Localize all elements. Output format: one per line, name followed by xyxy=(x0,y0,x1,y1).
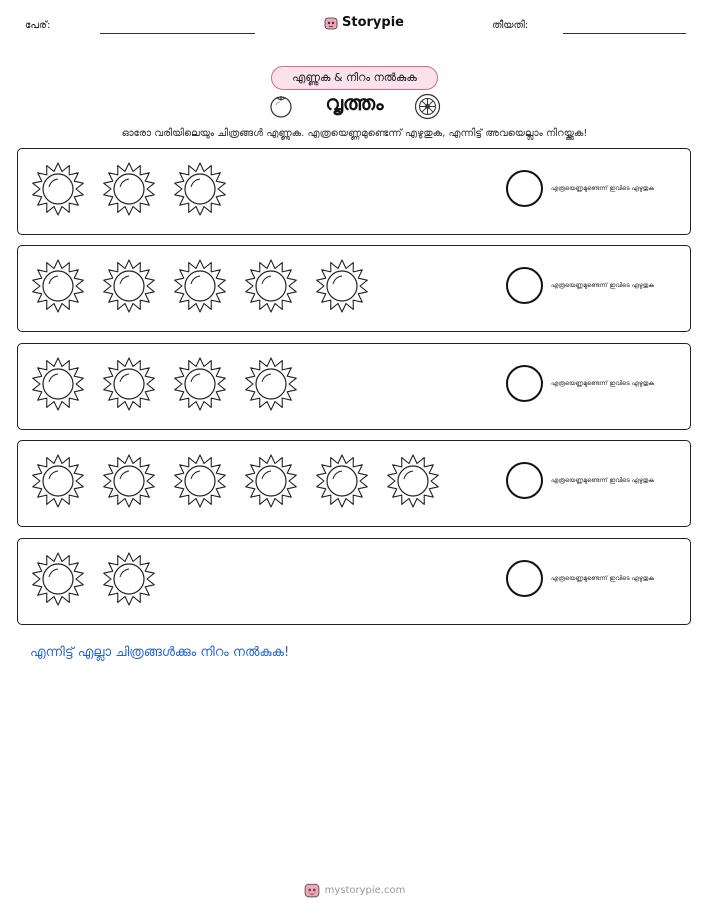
write-here-label: എത്രയെണ്ണമുണ്ടെന്ന് ഇവിടെ എഴുതുക xyxy=(551,380,654,387)
count-row xyxy=(17,343,691,430)
sun-icon[interactable] xyxy=(244,454,298,508)
date-label: തീയതി: xyxy=(492,20,529,31)
answer-circle[interactable] xyxy=(506,267,543,304)
sun-icon[interactable] xyxy=(173,357,227,411)
brand-name: Storypie xyxy=(342,15,404,30)
page-title: വൃത്തം xyxy=(325,91,384,115)
sun-icon[interactable] xyxy=(173,454,227,508)
site-footer xyxy=(0,882,709,898)
activity-badge: എണ്ണുക & നിറം നൽകുക xyxy=(271,66,438,90)
answer-circle[interactable] xyxy=(506,170,543,207)
name-label: പേര്: xyxy=(25,20,51,31)
brand xyxy=(324,15,404,30)
date-line[interactable] xyxy=(563,33,686,34)
sun-icon[interactable] xyxy=(102,357,156,411)
sun-icon[interactable] xyxy=(102,259,156,313)
write-here-label: എത്രയെണ്ണമുണ്ടെന്ന് ഇവിടെ എഴുതുക xyxy=(551,185,654,192)
write-here-label: എത്രയെണ്ണമുണ്ടെന്ന് ഇവിടെ എഴുതുക xyxy=(551,575,654,582)
wheel-icon xyxy=(414,93,441,120)
answer-circle[interactable] xyxy=(506,560,543,597)
sun-icon[interactable] xyxy=(31,357,85,411)
sun-icon[interactable] xyxy=(173,259,227,313)
count-row xyxy=(17,245,691,332)
write-here-label: എത്രയെണ്ണമുണ്ടെന്ന് ഇവിടെ എഴുതുക xyxy=(551,477,654,484)
sun-icon[interactable] xyxy=(315,259,369,313)
sun-icon[interactable] xyxy=(31,552,85,606)
count-row xyxy=(17,440,691,527)
write-here-label: എത്രയെണ്ണമുണ്ടെന്ന് ഇവിടെ എഴുതുക xyxy=(551,282,654,289)
sun-icon[interactable] xyxy=(244,259,298,313)
answer-circle[interactable] xyxy=(506,462,543,499)
name-line[interactable] xyxy=(100,33,255,34)
storypie-logo-icon xyxy=(324,16,338,30)
sun-icon[interactable] xyxy=(386,454,440,508)
sun-icon[interactable] xyxy=(102,552,156,606)
count-row xyxy=(17,538,691,625)
sun-icon[interactable] xyxy=(102,454,156,508)
sun-icon[interactable] xyxy=(244,357,298,411)
sun-icon[interactable] xyxy=(315,454,369,508)
sun-icon[interactable] xyxy=(31,454,85,508)
instruction-text: ഓരോ വരിയിലെയും ചിത്രങ്ങൾ എണ്ണുക. എത്രയെണ്ണമുണ്ടെന്ന് എഴുതുക, എന്നിട്ട് അവയെല്ലാം നിറയ്ക്കുക! xyxy=(121,128,588,139)
footer-note: എന്നിട്ട് എല്ലാ ചിത്രങ്ങൾക്കും നിറം നൽകുക! xyxy=(30,645,290,660)
count-row xyxy=(17,148,691,235)
sun-icon[interactable] xyxy=(102,162,156,216)
sun-icon[interactable] xyxy=(31,259,85,313)
sun-icon[interactable] xyxy=(173,162,227,216)
storypie-logo-icon xyxy=(304,882,320,898)
site-url: mystorypie.com xyxy=(324,884,406,896)
sun-icon[interactable] xyxy=(31,162,85,216)
answer-circle[interactable] xyxy=(506,365,543,402)
